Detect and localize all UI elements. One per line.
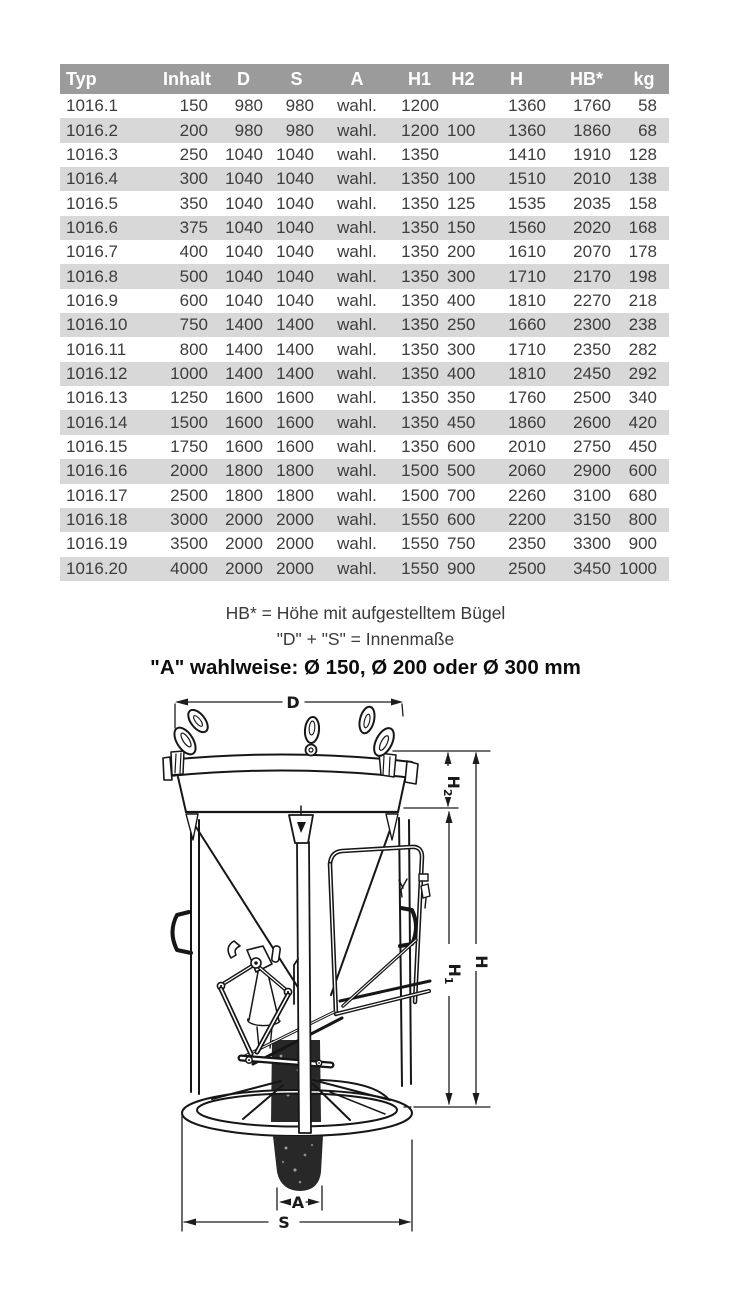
- cell: 198: [619, 264, 669, 288]
- column-header-h2: H2: [447, 64, 479, 94]
- cell: 1400: [216, 313, 271, 337]
- cell: 980: [216, 118, 271, 142]
- cell: 1600: [225, 436, 263, 456]
- table-row: [60, 264, 669, 288]
- notes-block: [0, 600, 731, 683]
- cell: 980: [234, 96, 263, 116]
- dim-label-s: S: [278, 1213, 290, 1232]
- note-ds: "D" + "S" = Innenmaße: [276, 629, 455, 649]
- cell: 100: [447, 167, 479, 191]
- cell: 1016.12: [60, 362, 158, 386]
- cell: 58: [638, 96, 657, 116]
- cell: 600: [179, 290, 208, 310]
- cell: 150: [447, 216, 479, 240]
- discharge-hose: [273, 1136, 323, 1191]
- cell: wahl.: [337, 485, 377, 505]
- cell: 1016.1: [66, 96, 118, 116]
- rim: [168, 754, 413, 778]
- cell: 2260: [508, 485, 546, 505]
- cell: 420: [619, 410, 669, 434]
- cell: 1040: [271, 264, 322, 288]
- cell: 1810: [508, 290, 546, 310]
- cell: 2010: [508, 436, 546, 456]
- cell: 1550: [392, 557, 447, 581]
- cell: 1350: [401, 436, 439, 456]
- cell: [447, 94, 479, 118]
- cell: 500: [447, 459, 479, 483]
- cell: 100: [447, 118, 479, 142]
- cell: 2300: [554, 313, 619, 337]
- cell: 178: [628, 242, 657, 262]
- cell: 1350: [392, 167, 447, 191]
- cell: 350: [447, 388, 476, 408]
- cell: 350: [179, 193, 208, 213]
- cell: 1350: [401, 290, 439, 310]
- cell: 250: [179, 144, 208, 164]
- cell: 1600: [225, 388, 263, 408]
- cell: 2350: [508, 534, 546, 554]
- cell: 200: [158, 118, 216, 142]
- cell: 800: [179, 339, 208, 359]
- cell: 980: [271, 118, 322, 142]
- cell: 2600: [554, 410, 619, 434]
- cell: 1400: [271, 362, 322, 386]
- spec-table-header-row: [60, 64, 669, 94]
- cell: 1800: [225, 485, 263, 505]
- cell: 1016.20: [60, 557, 158, 581]
- cell: 1535: [508, 193, 546, 213]
- table-row: [60, 386, 669, 410]
- cell: wahl.: [322, 216, 392, 240]
- cell: 2350: [573, 339, 611, 359]
- cell: 2000: [271, 557, 322, 581]
- cell: 1016.9: [66, 290, 118, 310]
- table-row: [60, 435, 669, 459]
- cell: wahl.: [322, 362, 392, 386]
- cell: 1860: [479, 410, 554, 434]
- cell: 1040: [271, 167, 322, 191]
- note-a-options: "A" wahlweise: Ø 150, Ø 200 oder Ø 300 mm: [150, 656, 581, 679]
- note-hb: HB* = Höhe mit aufgestelltem Bügel: [225, 603, 506, 623]
- cell: 1350: [392, 362, 447, 386]
- cell: wahl.: [337, 96, 377, 116]
- cell: 700: [447, 485, 476, 505]
- cell: 150: [179, 96, 208, 116]
- cell: 2000: [158, 459, 216, 483]
- cell: 1016.4: [60, 167, 158, 191]
- cell: 1750: [170, 436, 208, 456]
- dim-label-d: D: [286, 693, 300, 712]
- cell: 68: [619, 118, 669, 142]
- cell: 2500: [573, 388, 611, 408]
- cell: 200: [447, 242, 476, 262]
- table-row: [60, 508, 669, 532]
- cell: 1350: [392, 264, 447, 288]
- cell: wahl.: [322, 459, 392, 483]
- cell: 1350: [401, 144, 439, 164]
- cell: 600: [447, 436, 476, 456]
- cell: 2000: [276, 534, 314, 554]
- cell: 1040: [276, 290, 314, 310]
- cell: 1400: [225, 339, 263, 359]
- left-handle: [173, 912, 192, 953]
- cell: 1360: [508, 96, 546, 116]
- cell: 1800: [271, 459, 322, 483]
- cell: 400: [179, 242, 208, 262]
- cell: 1200: [401, 96, 439, 116]
- table-row: [60, 557, 669, 581]
- cell: 1710: [508, 339, 546, 359]
- cell: 1016.18: [60, 508, 158, 532]
- cell: 1600: [276, 388, 314, 408]
- cell: 300: [158, 167, 216, 191]
- cell: 1600: [216, 410, 271, 434]
- cell: 3300: [573, 534, 611, 554]
- cell: 1016.17: [66, 485, 128, 505]
- cell: 1000: [619, 557, 669, 581]
- cell: 1040: [225, 242, 263, 262]
- cell: 680: [628, 485, 657, 505]
- column-header-h1: H1: [392, 64, 447, 94]
- cell: 1040: [276, 193, 314, 213]
- cell: 1550: [401, 534, 439, 554]
- cell: 1016.15: [66, 436, 128, 456]
- table-row: [60, 313, 669, 337]
- cell: 900: [628, 534, 657, 554]
- cell: 1016.3: [66, 144, 118, 164]
- technical-drawing: [125, 685, 540, 1245]
- cell: wahl.: [322, 557, 392, 581]
- cell: 1400: [216, 362, 271, 386]
- cell: 1350: [401, 388, 439, 408]
- cell: wahl.: [337, 339, 377, 359]
- cell: 3450: [554, 557, 619, 581]
- cell: 2010: [554, 167, 619, 191]
- cell: wahl.: [337, 534, 377, 554]
- cell: 2900: [554, 459, 619, 483]
- cell: 292: [619, 362, 669, 386]
- cell: 3000: [158, 508, 216, 532]
- cell: 2000: [216, 508, 271, 532]
- table-row: [60, 337, 669, 361]
- cell: 1040: [216, 216, 271, 240]
- cell: 1016.5: [66, 193, 118, 213]
- cell: 1040: [276, 144, 314, 164]
- cell: 1710: [479, 264, 554, 288]
- cell: 1040: [276, 242, 314, 262]
- cell: 2035: [573, 193, 611, 213]
- cell: 1800: [216, 459, 271, 483]
- cell: 1760: [508, 388, 546, 408]
- cell: 600: [619, 459, 669, 483]
- table-row: [60, 118, 669, 142]
- cell: 128: [628, 144, 657, 164]
- cell: 1250: [170, 388, 208, 408]
- cell: 2020: [554, 216, 619, 240]
- column-header-d: D: [216, 64, 271, 94]
- column-header-a: A: [322, 64, 392, 94]
- table-row: [60, 459, 669, 483]
- cell: 2750: [573, 436, 611, 456]
- cell: 238: [619, 313, 669, 337]
- column-header-typ: Typ: [60, 64, 158, 94]
- cell: 450: [447, 410, 479, 434]
- cell: 1500: [401, 485, 439, 505]
- cell: 1610: [508, 242, 546, 262]
- arrowheads: [175, 699, 480, 1226]
- cell: 1040: [225, 290, 263, 310]
- cell: 2450: [554, 362, 619, 386]
- cell: wahl.: [322, 313, 392, 337]
- cell: wahl.: [337, 242, 377, 262]
- cell: 1040: [216, 167, 271, 191]
- column-header-h: H: [479, 64, 554, 94]
- cell: wahl.: [337, 436, 377, 456]
- cell: 1016.6: [60, 216, 158, 240]
- cell: wahl.: [322, 508, 392, 532]
- cell: wahl.: [322, 410, 392, 434]
- cell: 1040: [271, 216, 322, 240]
- cell: 300: [447, 264, 479, 288]
- cell: 1410: [508, 144, 546, 164]
- cell: 1016.2: [60, 118, 158, 142]
- dim-label-a: A: [291, 1193, 305, 1212]
- table-row: [60, 240, 669, 264]
- cell: 1016.19: [66, 534, 128, 554]
- cell: 1550: [392, 508, 447, 532]
- cell: wahl.: [337, 144, 377, 164]
- cell: wahl.: [322, 167, 392, 191]
- cell: 980: [285, 96, 314, 116]
- cell: 1016.8: [60, 264, 158, 288]
- cell: 1500: [392, 459, 447, 483]
- cell: 1350: [401, 242, 439, 262]
- cell: 2000: [271, 508, 322, 532]
- table-row: [60, 362, 669, 386]
- spec-table-body: [60, 94, 669, 581]
- cell: 250: [447, 313, 479, 337]
- cell: 800: [619, 508, 669, 532]
- cell: 1810: [479, 362, 554, 386]
- cell: 340: [628, 388, 657, 408]
- cell: 2170: [554, 264, 619, 288]
- cell: 1016.7: [66, 242, 118, 262]
- cell: 1660: [479, 313, 554, 337]
- cell: 1350: [392, 216, 447, 240]
- cell: 600: [447, 508, 479, 532]
- column-header-hb: HB*: [554, 64, 619, 94]
- cell: wahl.: [337, 388, 377, 408]
- column-header-kg: kg: [619, 64, 669, 94]
- cell: 2500: [479, 557, 554, 581]
- cell: 3500: [170, 534, 208, 554]
- cell: 1350: [392, 410, 447, 434]
- cell: [447, 143, 479, 167]
- cell: wahl.: [337, 193, 377, 213]
- cell: 2270: [573, 290, 611, 310]
- cell: 3100: [573, 485, 611, 505]
- table-row: [60, 289, 669, 313]
- cell: 2060: [479, 459, 554, 483]
- cell: 300: [447, 339, 476, 359]
- cell: 1860: [554, 118, 619, 142]
- cell: 2000: [225, 534, 263, 554]
- cell: 1760: [573, 96, 611, 116]
- cell: 4000: [158, 557, 216, 581]
- table-row: [60, 532, 669, 556]
- dim-label-h: H: [472, 955, 491, 969]
- cell: 1350: [392, 313, 447, 337]
- table-row: [60, 484, 669, 508]
- table-row: [60, 410, 669, 434]
- dim-label-h1: $H_1$: [442, 963, 464, 985]
- cell: 1560: [479, 216, 554, 240]
- cell: wahl.: [337, 290, 377, 310]
- cell: 3150: [554, 508, 619, 532]
- cell: 1500: [158, 410, 216, 434]
- cell: 1016.10: [60, 313, 158, 337]
- cell: 1400: [271, 313, 322, 337]
- table-row: [60, 143, 669, 167]
- cell: 500: [158, 264, 216, 288]
- cell: wahl.: [322, 118, 392, 142]
- cell: 1016.16: [60, 459, 158, 483]
- cell: 1016.11: [66, 339, 127, 359]
- cell: 2070: [573, 242, 611, 262]
- cell: 1040: [225, 144, 263, 164]
- cell: 400: [447, 290, 476, 310]
- cell: 158: [628, 193, 657, 213]
- cell: 1350: [401, 339, 439, 359]
- spec-table: [60, 64, 669, 581]
- cell: 138: [619, 167, 669, 191]
- cell: 1350: [401, 193, 439, 213]
- table-row: [60, 94, 669, 118]
- column-header-s: S: [271, 64, 322, 94]
- cell: 1910: [573, 144, 611, 164]
- cell: 1800: [276, 485, 314, 505]
- cell: 282: [628, 339, 657, 359]
- table-row: [60, 191, 669, 215]
- cell: 125: [447, 193, 476, 213]
- column-header-inhalt: Inhalt: [158, 64, 216, 94]
- cell: 450: [628, 436, 657, 456]
- cell: 1510: [479, 167, 554, 191]
- table-row: [60, 167, 669, 191]
- cell: 1040: [225, 193, 263, 213]
- cell: 2000: [216, 557, 271, 581]
- cell: wahl.: [322, 264, 392, 288]
- table-row: [60, 216, 669, 240]
- cell: 1600: [276, 436, 314, 456]
- cell: 1600: [271, 410, 322, 434]
- cell: 375: [158, 216, 216, 240]
- cell: 750: [447, 534, 476, 554]
- cell: 900: [447, 557, 479, 581]
- cell: 2500: [170, 485, 208, 505]
- cell: 168: [619, 216, 669, 240]
- cell: 1000: [158, 362, 216, 386]
- cell: 2200: [479, 508, 554, 532]
- cell: 750: [158, 313, 216, 337]
- cell: 218: [628, 290, 657, 310]
- cell: 1400: [276, 339, 314, 359]
- cell: 1360: [479, 118, 554, 142]
- cell: 1016.14: [60, 410, 158, 434]
- cell: 1016.13: [66, 388, 128, 408]
- cell: 400: [447, 362, 479, 386]
- dim-label-h2: $H_2$: [441, 775, 463, 797]
- cell: 1040: [216, 264, 271, 288]
- cell: 1200: [392, 118, 447, 142]
